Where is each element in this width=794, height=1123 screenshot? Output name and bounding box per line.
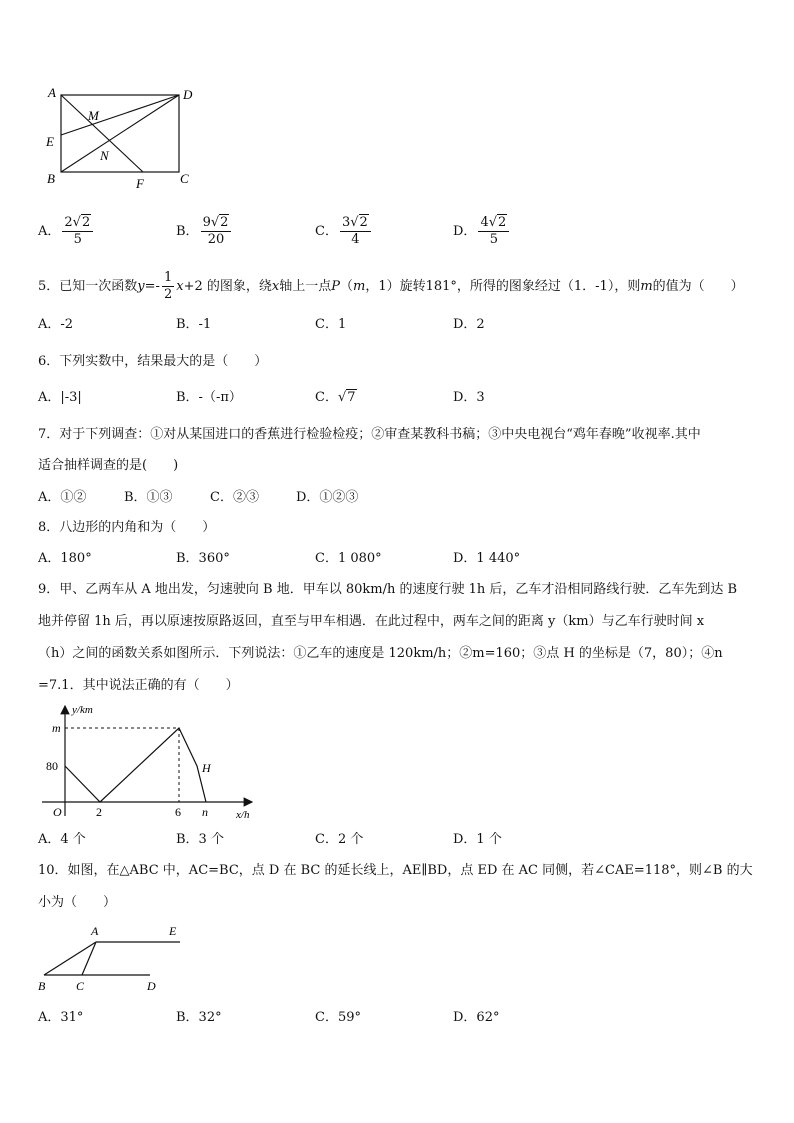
x-axis-label: x/h — [236, 809, 250, 821]
label-h: H — [202, 761, 211, 775]
fraction: $\frac{2√2}{5}$ — [62, 215, 93, 248]
q5-option-a[interactable]: A．-2 — [38, 317, 74, 332]
fraction: $\frac{4√2}{5}$ — [478, 215, 509, 248]
question-10-line2: 小为（ ） — [38, 895, 117, 910]
tick-m: m — [52, 721, 61, 735]
q8-option-a[interactable]: A．180° — [38, 551, 92, 566]
q6-option-d[interactable]: D．3 — [453, 390, 485, 405]
q7-option-b[interactable]: B．①③ — [124, 490, 173, 505]
label-e: E — [46, 134, 54, 149]
q10-option-c[interactable]: C．59° — [315, 1010, 361, 1025]
q6-option-a[interactable]: A．|-3| — [38, 390, 82, 405]
label-d: D — [147, 979, 156, 993]
q5-option-d[interactable]: D．2 — [453, 317, 485, 332]
segment-ed — [61, 95, 179, 135]
q5-option-b[interactable]: B．-1 — [176, 317, 212, 332]
q10-option-b[interactable]: B．32° — [176, 1010, 222, 1025]
tick-6: 6 — [175, 805, 181, 819]
tick-80: 80 — [46, 759, 58, 773]
q7-option-d[interactable]: D．①②③ — [296, 490, 359, 505]
question-7-line2: 适合抽样调查的是( ) — [38, 458, 179, 473]
origin-label: O — [53, 805, 62, 819]
label-c: C — [76, 979, 85, 993]
label-f: F — [136, 176, 144, 191]
q4-option-c[interactable]: C． $\frac{3√2}{4}$ — [315, 215, 373, 248]
q4-option-b[interactable]: B． $\frac{9√2}{20}$ — [176, 215, 233, 248]
fraction: $\frac{9√2}{20}$ — [201, 215, 232, 248]
distance-time-graph — [38, 698, 260, 826]
question-9-line1: 9．甲、乙两车从 A 地出发，匀速驶向 B 地．甲车以 80km/h 的速度行驶 1h 后，乙车才沿相同路线行驶．乙车先到达 B — [38, 582, 738, 597]
label-b: B — [47, 171, 55, 186]
q7-option-a[interactable]: A．①② — [38, 490, 87, 505]
q4-option-d[interactable]: D． $\frac{4√2}{5}$ — [453, 215, 511, 248]
label-n: N — [100, 148, 109, 163]
question-9-line4: =7.1．其中说法正确的有（ ） — [38, 678, 239, 693]
question-8-stem: 8．八边形的内角和为（ ） — [38, 520, 216, 535]
question-5-stem: 5．已知一次函数y=- $\frac{1}{2}$ x+2 的图象，绕x轴上一点P（m，1）旋转181°，所得的图象经过（1．-1），则m的值为（ ） — [38, 270, 744, 302]
label-e: E — [169, 924, 177, 938]
segment-bd — [61, 95, 179, 172]
segment-ab — [44, 942, 96, 975]
question-9-line2: 地并停留 1h 后，再以原速按原路返回，直至与甲车相遇．在此过程中，两车之间的距离 y（km）与乙车行驶时间 x — [38, 614, 705, 629]
label-m: M — [88, 108, 99, 123]
label-d: D — [183, 87, 193, 102]
triangle-figure — [38, 922, 188, 997]
q8-option-c[interactable]: C．1 080° — [315, 551, 382, 566]
q7-option-c[interactable]: C．②③ — [210, 490, 259, 505]
label-a: A — [91, 924, 99, 938]
q9-option-c[interactable]: C．2 个 — [315, 832, 364, 847]
tick-n: n — [202, 805, 208, 819]
q9-option-d[interactable]: D．1 个 — [453, 832, 502, 847]
rectangle-figure — [40, 80, 210, 195]
tick-2: 2 — [96, 805, 102, 819]
q4-option-a[interactable]: A． $\frac{2√2}{5}$ — [38, 215, 95, 248]
y-axis-label: y/km — [72, 704, 93, 716]
question-7-line1: 7．对于下列调查：①对从某国进口的香蕉进行检验检疫；②审查某教科书稿；③中央电视台“鸡年春晚”收视率.其中 — [38, 427, 701, 442]
label-c: C — [180, 171, 189, 186]
question-6-stem: 6．下列实数中，结果最大的是（ ） — [38, 354, 268, 369]
question-10-line1: 10．如图，在△ABC 中，AC=BC，点 D 在 BC 的延长线上，AE∥BD，点 ED 在 AC 同侧，若∠CAE=118°，则∠B 的大 — [38, 863, 753, 878]
fraction: $\frac{3√2}{4}$ — [340, 215, 371, 248]
q9-option-b[interactable]: B．3 个 — [176, 832, 224, 847]
distance-polyline — [65, 728, 206, 802]
q8-option-b[interactable]: B．360° — [176, 551, 230, 566]
q5-option-c[interactable]: C．1 — [315, 317, 347, 332]
q10-option-d[interactable]: D．62° — [453, 1010, 500, 1025]
q8-option-d[interactable]: D．1 440° — [453, 551, 521, 566]
label-b: B — [38, 979, 46, 993]
label-a: A — [48, 85, 56, 100]
q6-option-c[interactable]: C．√7 — [315, 390, 356, 405]
question-9-line3: （h）之间的函数关系如图所示．下列说法：①乙车的速度是 120km/h；②m=160；③点 H 的坐标是（7，80）；④n — [38, 646, 723, 661]
q6-option-b[interactable]: B．-（-π） — [176, 390, 242, 405]
q9-option-a[interactable]: A．4 个 — [38, 832, 86, 847]
q10-option-a[interactable]: A．31° — [38, 1010, 84, 1025]
